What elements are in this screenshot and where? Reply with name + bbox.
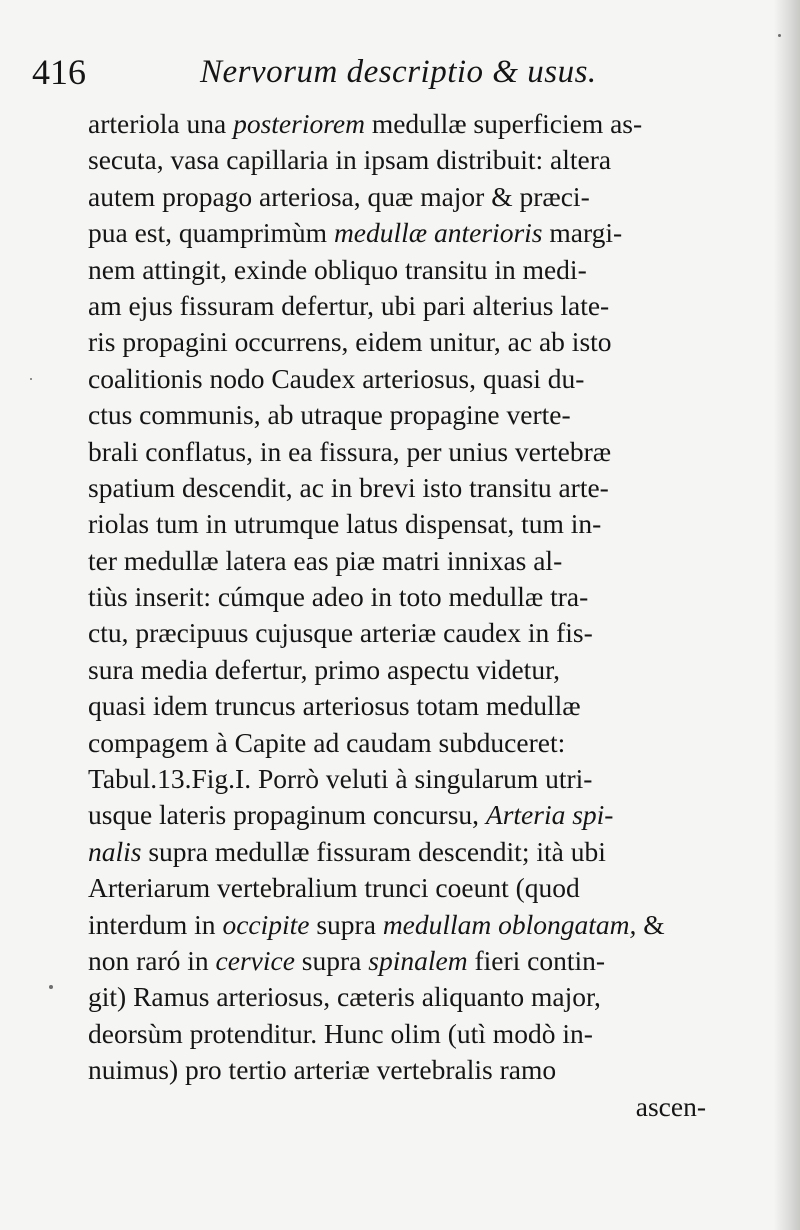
text-segment: margi- — [542, 217, 623, 249]
text-segment: autem propago arteriosa, quæ major & præci- — [88, 180, 590, 212]
catchword: ascen- — [635, 1090, 706, 1122]
text-segment: nem attingit, exinde obliquo transitu in medi- — [88, 253, 587, 285]
text-line — [88, 688, 706, 724]
page-number: 416 — [32, 52, 86, 92]
text-segment: arteriola una — [88, 108, 234, 139]
italic-text-segment: nalis — [88, 835, 142, 867]
text-segment: Tabul.13.Fig.I. Porrò veluti à singularum utri- — [88, 763, 593, 795]
text-line — [88, 215, 706, 251]
text-segment: Arteriarum vertebralium trunci coeunt (quod — [88, 872, 580, 904]
text-segment: am ejus fissuram defertur, ubi pari alterius late- — [88, 289, 610, 321]
body-text — [88, 106, 706, 1125]
text-line — [88, 1052, 706, 1088]
text-segment: interdum in — [88, 908, 223, 940]
text-line — [88, 725, 706, 761]
text-segment: ctus communis, ab utraque propagine verte- — [88, 399, 571, 431]
text-line — [88, 288, 706, 324]
text-line — [88, 506, 706, 542]
page-header — [32, 48, 722, 96]
italic-text-segment: medullæ anterioris — [333, 217, 543, 249]
italic-text-segment: cervice — [215, 944, 295, 976]
text-segment: brali conflatus, in ea fissura, per unius vertebræ — [88, 435, 612, 467]
text-line — [88, 252, 706, 288]
text-line — [88, 761, 706, 797]
text-segment: coalitionis nodo Caudex arteriosus, quasi du- — [88, 362, 585, 394]
text-line — [88, 324, 706, 360]
text-segment: riolas tum in utrumque latus dispensat, tum in- — [88, 508, 602, 540]
text-segment: supra — [309, 908, 383, 940]
text-line — [88, 179, 706, 215]
text-segment: tiùs inserit: cúmque adeo in toto medullæ tra- — [88, 581, 589, 613]
text-segment: sura media defertur, primo aspectu videtur, — [88, 653, 560, 685]
text-segment: non raró in — [88, 944, 216, 976]
text-line — [88, 615, 706, 651]
text-segment: ctu, præcipuus cujusque arteriæ caudex in fis- — [88, 617, 593, 649]
text-line — [88, 797, 706, 833]
page-gutter-shadow — [774, 0, 800, 1230]
running-title: Nervorum descriptio & usus. — [200, 54, 597, 90]
ink-speck — [49, 985, 53, 989]
text-line — [88, 652, 706, 688]
text-segment: secuta, vasa capillaria in ipsam distribuit: altera — [88, 144, 612, 176]
ink-speck — [30, 378, 32, 380]
italic-text-segment: spinalem — [368, 944, 468, 976]
text-segment: supra medullæ fissuram descendit; ità ubi — [141, 835, 606, 867]
text-segment: git) Ramus arteriosus, cæteris aliquanto major, — [88, 981, 601, 1013]
text-segment: fieri contin- — [467, 944, 606, 976]
italic-text-segment: Arteria spi- — [485, 799, 614, 831]
text-segment: medullæ superficiem as- — [364, 108, 643, 139]
text-segment: nuimus) pro tertio arteriæ vertebralis ramo — [88, 1054, 557, 1086]
text-line — [88, 434, 706, 470]
text-line — [88, 361, 706, 397]
text-line — [88, 834, 706, 870]
text-segment: ter medullæ latera eas piæ matri innixas al- — [88, 544, 563, 576]
text-segment: ris propagini occurrens, eidem unitur, ac ab isto — [88, 326, 612, 358]
text-segment: spatium descendit, ac in brevi isto transitu arte- — [88, 471, 609, 503]
text-segment: supra — [294, 944, 369, 976]
text-line — [88, 870, 706, 906]
text-line — [88, 543, 706, 579]
text-segment: & — [636, 908, 665, 940]
italic-text-segment: posteriorem — [233, 108, 365, 139]
text-segment: deorsùm protenditur. Hunc olim (utì modò in- — [88, 1017, 593, 1049]
italic-text-segment: occipite — [222, 908, 310, 940]
italic-text-segment: medullam oblongatam, — [382, 908, 637, 940]
ink-speck — [778, 34, 781, 37]
text-segment: pua est, quamprimùm — [88, 217, 334, 249]
text-segment: quasi idem truncus arteriosus totam medullæ — [88, 690, 581, 722]
text-line — [88, 142, 706, 178]
text-line — [88, 579, 706, 615]
text-line — [88, 979, 706, 1015]
text-line — [88, 397, 706, 433]
text-line — [88, 470, 706, 506]
text-line — [88, 907, 706, 943]
text-segment: usque lateris propaginum concursu, — [88, 799, 486, 831]
text-line — [88, 106, 706, 142]
text-line — [88, 943, 706, 979]
text-line — [88, 1016, 706, 1052]
text-segment: compagem à Capite ad caudam subduceret: — [88, 726, 566, 758]
